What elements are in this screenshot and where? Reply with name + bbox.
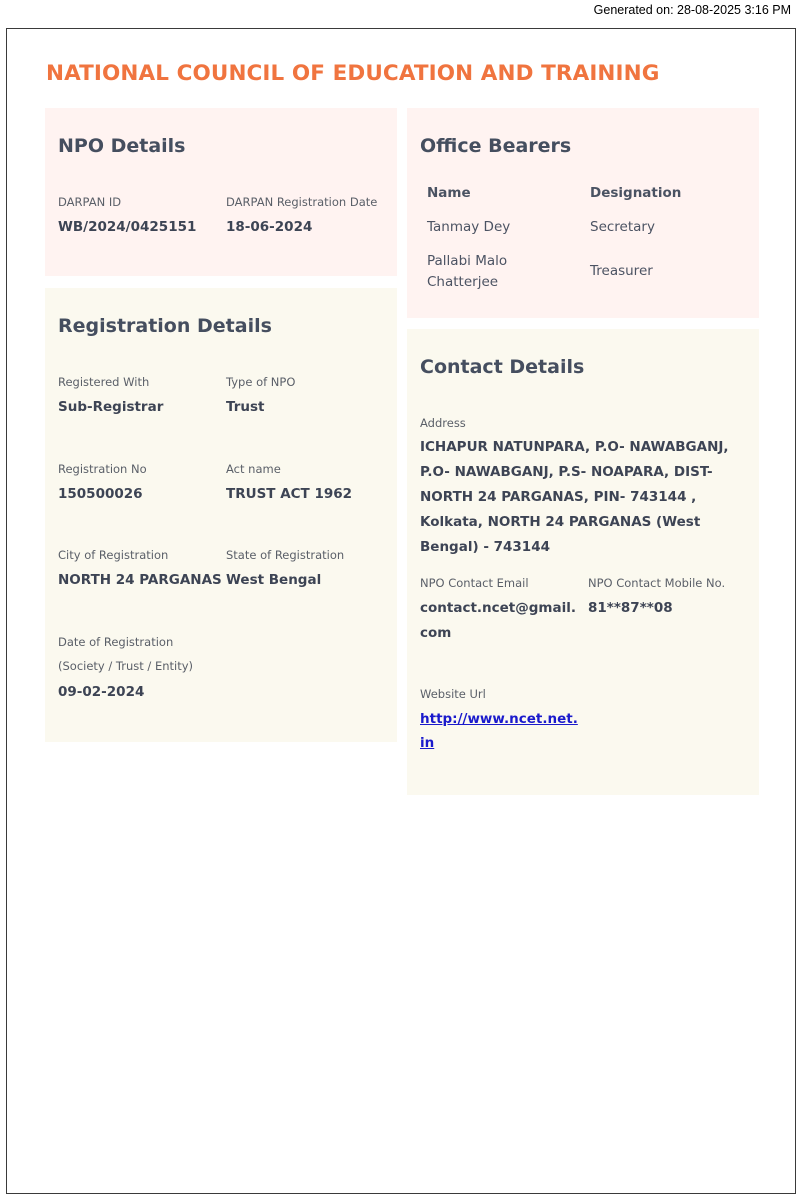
darpan-id-value: WB/2024/0425151 [58, 219, 197, 235]
bearer-designation-cell: Treasurer [590, 263, 653, 279]
contact-details-card [407, 329, 759, 795]
address-value: ICHAPUR NATUNPARA, P.O- NAWABGANJ, P.O- NAWABGANJ, P.S- NOAPARA, DIST- NORTH 24 PARGANAS, PIN- 743144 , Kolkata, NORTH 24 PARGANAS (West Bengal) - 743144 [420, 439, 729, 555]
document-page [6, 28, 796, 1194]
city-value: NORTH 24 PARGANAS [58, 572, 222, 588]
darpan-reg-date-label: DARPAN Registration Date [226, 195, 378, 209]
contact-mobile-value: 81**87**08 [588, 600, 673, 616]
npo-details-title: NPO Details [58, 135, 186, 157]
darpan-id-label: DARPAN ID [58, 195, 122, 209]
state-value: West Bengal [226, 572, 322, 588]
bearer-name-header: Name [427, 185, 471, 201]
registration-date-label: Date of Registration [58, 635, 174, 649]
darpan-reg-date-value: 18-06-2024 [226, 219, 313, 235]
registration-date-value: 09-02-2024 [58, 684, 145, 700]
registration-details-title: Registration Details [58, 315, 272, 337]
office-bearers-title: Office Bearers [420, 135, 572, 157]
contact-email-label: NPO Contact Email [420, 576, 529, 590]
address-label: Address [420, 416, 466, 430]
registration-details-card [45, 288, 397, 742]
website-label: Website Url [420, 687, 486, 701]
generated-timestamp: Generated on: 28-08-2025 3:16 PM [593, 3, 791, 17]
bearer-name-cell: Pallabi Malo Chatterjee [427, 253, 508, 290]
contact-email-value: contact.ncet@gmail.com [420, 600, 576, 641]
npo-details-card [45, 108, 397, 276]
registration-date-sublabel: (Society / Trust / Entity) [58, 659, 194, 673]
contact-details-title: Contact Details [420, 356, 585, 378]
bearer-designation-header: Designation [590, 185, 682, 201]
npo-type-value: Trust [226, 399, 265, 415]
contact-mobile-label: NPO Contact Mobile No. [588, 576, 726, 590]
city-label: City of Registration [58, 548, 169, 562]
office-bearers-card [407, 108, 759, 318]
bearer-name-cell: Tanmay Dey [427, 219, 511, 235]
website-link[interactable]: http://www.ncet.net.in [420, 711, 578, 751]
act-name-value: TRUST ACT 1962 [226, 486, 353, 502]
registration-no-label: Registration No [58, 462, 147, 476]
registered-with-label: Registered With [58, 375, 150, 389]
act-name-label: Act name [226, 462, 281, 476]
registration-no-value: 150500026 [58, 486, 143, 502]
organization-title: NATIONAL COUNCIL OF EDUCATION AND TRAINING [46, 61, 660, 86]
npo-type-label: Type of NPO [226, 375, 296, 389]
registered-with-value: Sub-Registrar [58, 399, 164, 415]
bearer-designation-cell: Secretary [590, 219, 655, 235]
state-label: State of Registration [226, 548, 345, 562]
